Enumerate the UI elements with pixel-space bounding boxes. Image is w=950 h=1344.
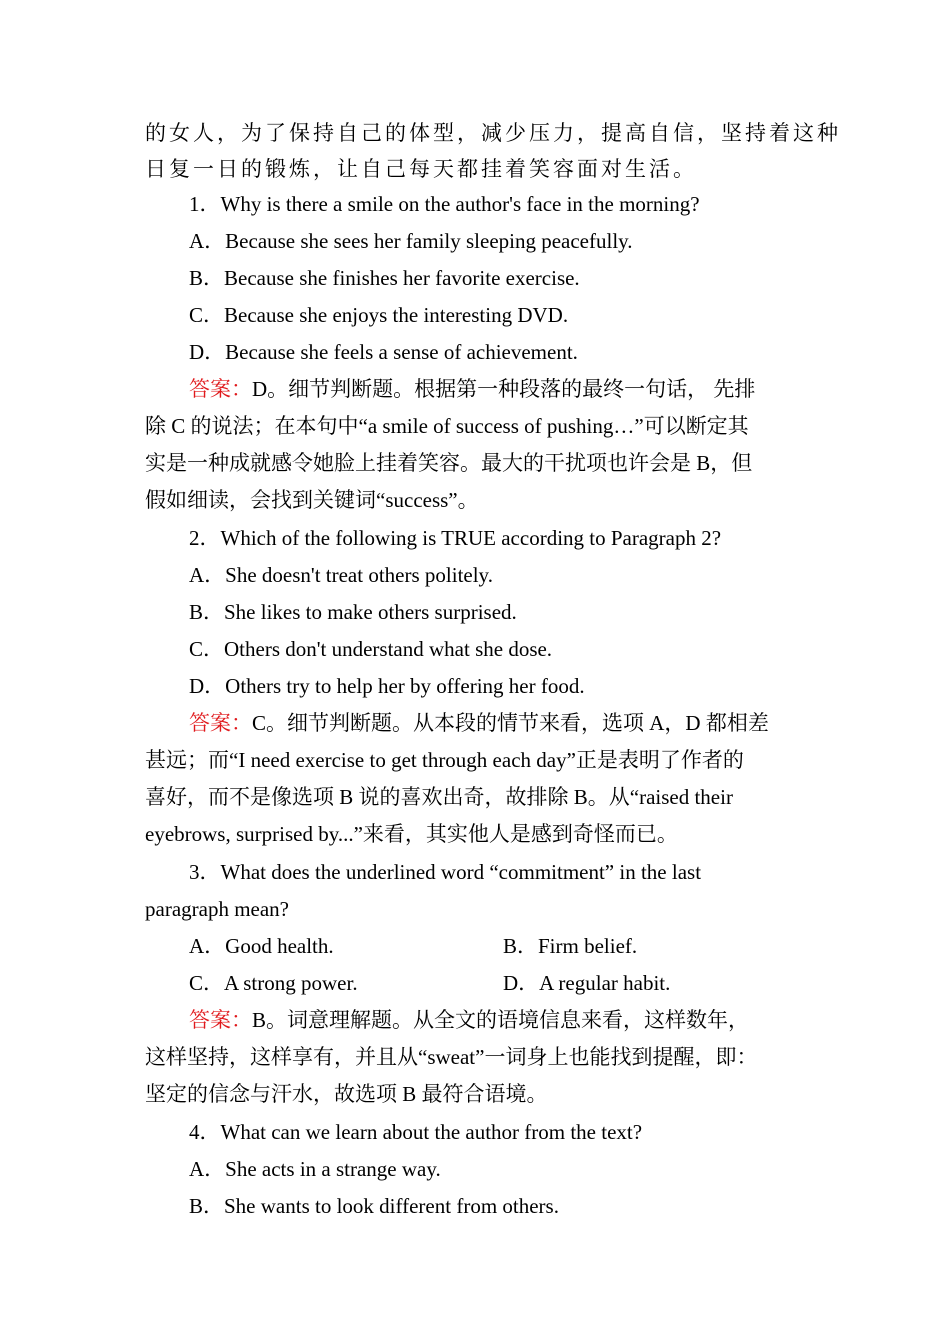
answer-text: B。词意理解题。从全文的语境信息来看，这样数年，: [252, 1008, 750, 1032]
question-3-option-c: C．A strong power.: [189, 971, 358, 995]
question-3-stem: 3．What does the underlined word “commitment” in the last: [189, 860, 702, 884]
answer-1-text: 除 C 的说法；在本句中“a smile of success of pushing…”可以断定其: [145, 414, 749, 438]
answer-3-text: 坚定的信念与汗水，故选项 B 最符合语境。: [145, 1082, 548, 1106]
answer-3-text: 这样坚持，这样享有，并且从“sweat”一词身上也能找到提醒，即：: [145, 1045, 758, 1069]
question-2-option-d: D．Others try to help her by offering her food.: [189, 674, 585, 698]
answer-2-text: eyebrows, surprised by...”来看，其实他人是感到奇怪而已。: [145, 822, 678, 846]
question-1-stem: 1．Why is there a smile on the author's face in the morning?: [189, 192, 700, 216]
answer-2-line: [189, 708, 769, 738]
answer-text: D。细节判断题。根据第一种段落的最终一句话， 先排: [252, 377, 756, 401]
question-4-stem: 4．What can we learn about the author from the text?: [189, 1120, 643, 1144]
question-1-option-c: C．Because she enjoys the interesting DVD.: [189, 303, 569, 327]
answer-2-text: 甚远；而“I need exercise to get through each day”正是表明了作者的: [145, 748, 744, 772]
answer-label: 答案：: [189, 1008, 252, 1032]
question-1-option-d: D．Because she feels a sense of achievement.: [189, 340, 578, 364]
answer-3-line: [189, 1005, 749, 1035]
question-2-option-b: B．She likes to make others surprised.: [189, 600, 517, 624]
question-2-stem: 2．Which of the following is TRUE according to Paragraph 2?: [189, 526, 722, 550]
question-1-option-b: B．Because she finishes her favorite exercise.: [189, 266, 580, 290]
answer-1-line: [189, 374, 755, 404]
question-4-option-b: B．She wants to look different from others.: [189, 1194, 559, 1218]
intro-line: 日复一日的锻炼，让自己每天都挂着笑容面对生活。: [145, 157, 697, 181]
question-1-option-a: A．Because she sees her family sleeping peacefully.: [189, 229, 633, 253]
question-3-option-a: A．Good health.: [189, 934, 334, 958]
answer-label: 答案：: [189, 711, 252, 735]
question-2-option-a: A．She doesn't treat others politely.: [189, 563, 493, 587]
answer-label: 答案：: [189, 377, 252, 401]
answer-2-text: 喜好，而不是像选项 B 说的喜欢出奇，故排除 B。从“raised their: [145, 785, 733, 809]
answer-1-text: 实是一种成就感令她脸上挂着笑容。最大的干扰项也许会是 B，但: [145, 451, 753, 475]
question-4-option-a: A．She acts in a strange way.: [189, 1157, 441, 1181]
question-2-option-c: C．Others don't understand what she dose.: [189, 637, 553, 661]
question-3-stem: paragraph mean?: [145, 897, 289, 921]
question-3-option-d: D．A regular habit.: [503, 971, 671, 995]
question-3-option-b: B．Firm belief.: [503, 934, 638, 958]
answer-1-text: 假如细读，会找到关键词“success”。: [145, 488, 479, 512]
intro-line: 的女人，为了保持自己的体型，减少压力，提高自信，坚持着这种: [145, 121, 841, 145]
answer-text: C。细节判断题。从本段的情节来看，选项 A，D 都相差: [252, 711, 769, 735]
